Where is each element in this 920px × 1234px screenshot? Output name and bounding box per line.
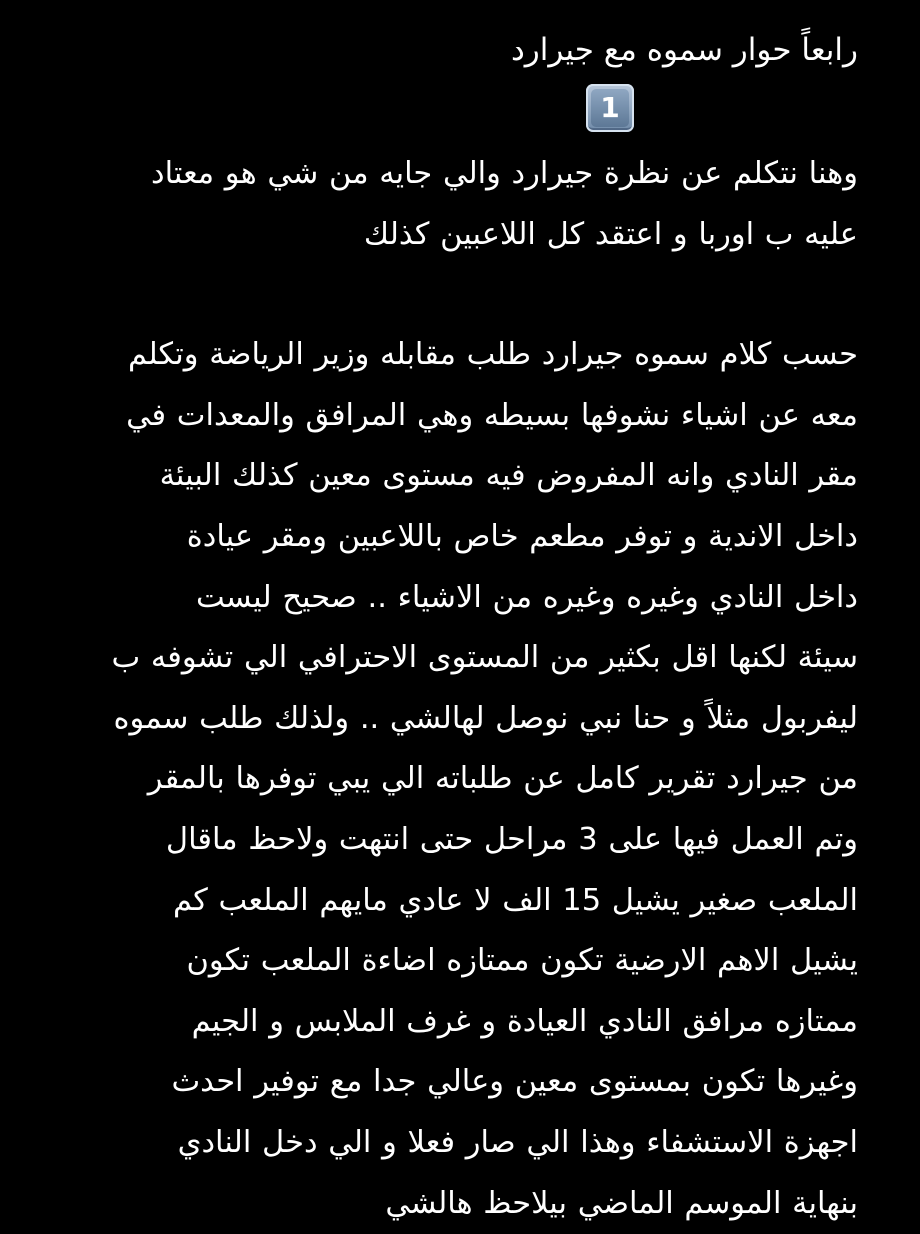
section-heading: رابعاً حوار سموه مع جيرارد — [40, 28, 858, 72]
paragraph-2-line: معه عن اشياء نشوفها بسيطه وهي المرافق والمعدات في — [40, 386, 858, 447]
keycap-one-icon — [586, 84, 634, 132]
paragraph-2-line: سيئة لكنها اقل بكثير من المستوى الاحترافي الي تشوفه ب — [40, 628, 858, 689]
keycap-number: 1 — [591, 89, 629, 127]
paragraph-2-line: مقر النادي وانه المفروض فيه مستوى معين كذلك البيئة — [40, 446, 858, 507]
paragraph-2-line: الملعب صغير يشيل 15 الف لا عادي مايهم الملعب كم — [40, 871, 858, 932]
paragraph-2-line: داخل الاندية و توفر مطعم خاص باللاعبين ومقر عيادة — [40, 507, 858, 568]
paragraph-2-line: يشيل الاهم الارضية تكون ممتازه اضاءة الملعب تكون — [40, 931, 858, 992]
paragraph-1-line: وهنا نتكلم عن نظرة جيرارد والي جايه من شي هو معتاد — [40, 144, 858, 205]
paragraph-spacer — [40, 265, 858, 325]
paragraph-2-line: اجهزة الاستشفاء وهذا الي صار فعلا و الي دخل النادي — [40, 1113, 858, 1174]
paragraph-1-line: عليه ب اوربا و اعتقد كل اللاعبين كذلك — [40, 205, 858, 266]
paragraph-2-line: وغيرها تكون بمستوى معين وعالي جدا مع توفير احدث — [40, 1052, 858, 1113]
paragraph-2 — [40, 325, 858, 1234]
paragraph-2-line: من جيرارد تقرير كامل عن طلباته الي يبي توفرها بالمقر — [40, 749, 858, 810]
paragraph-2-line: حسب كلام سموه جيرارد طلب مقابله وزير الرياضة وتكلم — [40, 325, 858, 386]
paragraph-2-line: ممتازه مرافق النادي العيادة و غرف الملابس و الجيم — [40, 992, 858, 1053]
paragraph-2-line: بنهاية الموسم الماضي بيلاحظ هالشي — [40, 1174, 858, 1234]
paragraph-2-line: ليفربول مثلاً و حنا نبي نوصل لهالشي .. ولذلك طلب سموه — [40, 689, 858, 750]
keycap-emoji-row — [40, 72, 858, 144]
paragraph-2-line: داخل النادي وغيره وغيره من الاشياء .. صحيح ليست — [40, 568, 858, 629]
paragraph-1 — [40, 144, 858, 265]
paragraph-2-line: وتم العمل فيها على 3 مراحل حتى انتهت ولاحظ ماقال — [40, 810, 858, 871]
